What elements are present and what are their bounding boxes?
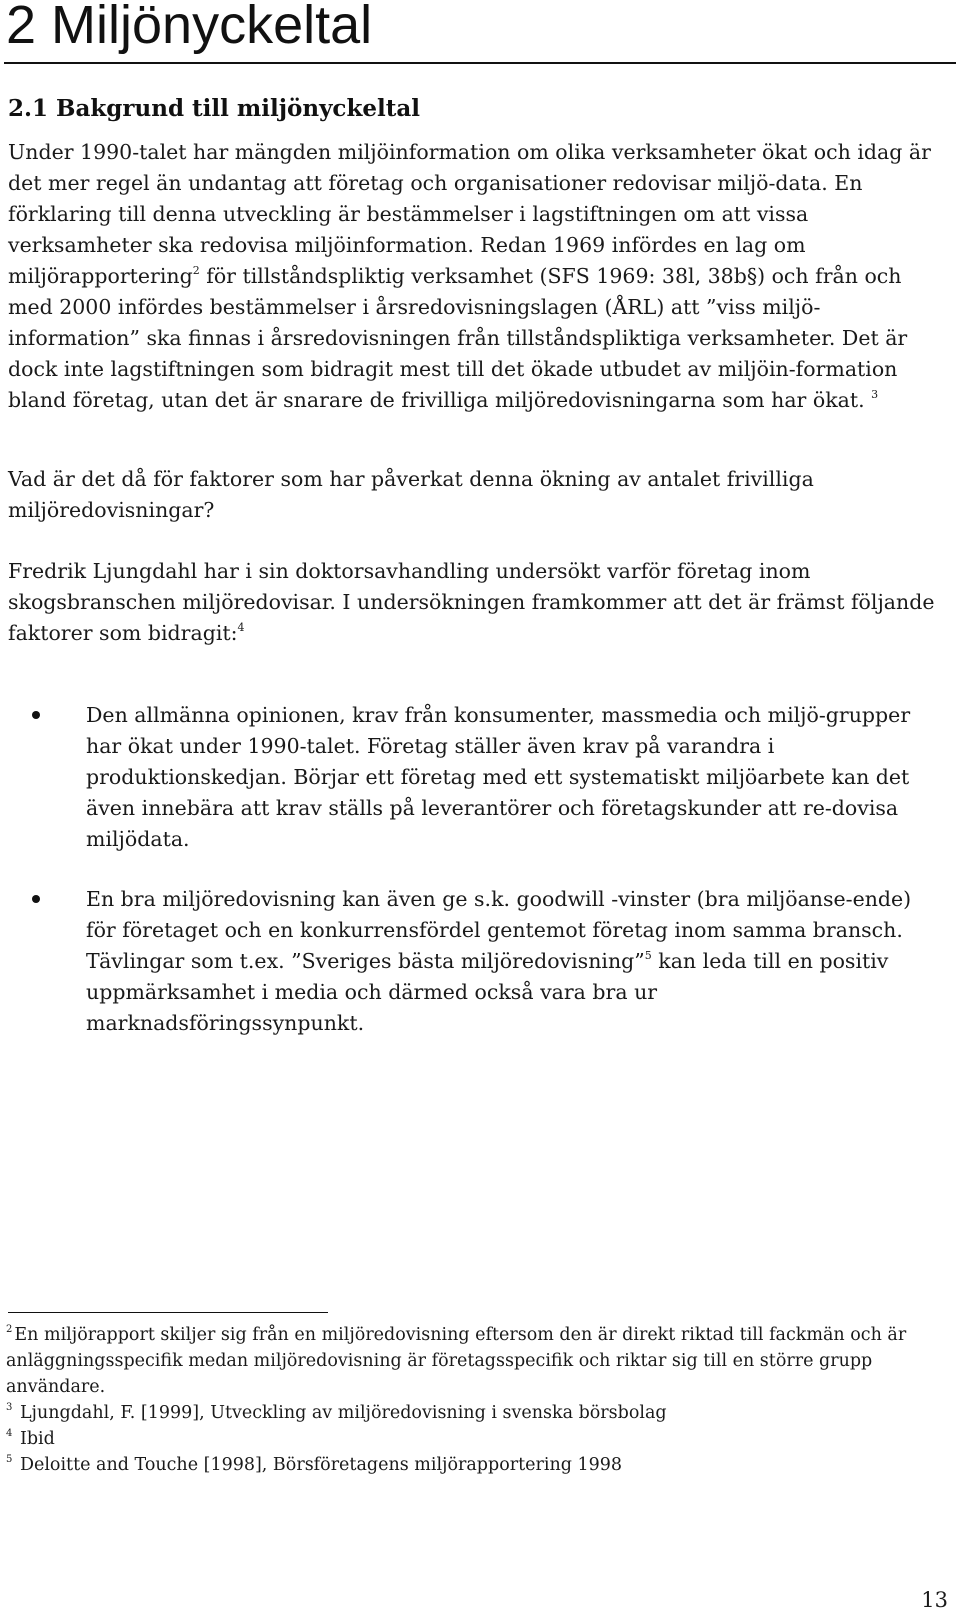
- paragraph-question: Vad är det då för faktorer som har påverkat denna ökning av antalet frivilliga miljöredovisningar?: [8, 467, 814, 522]
- list-item-text: Den allmänna opinionen, krav från konsumenter, massmedia och miljö-grupper har ökat under 1990-talet. Företag ställer även krav på varandra i produktionskedjan. Börjar ett företag med ett systematiskt miljöarbete kan det även innebära att krav ställs på leverantörer och företagskunder att re-dovisa miljödata.: [86, 703, 911, 851]
- footnote-text: Deloitte and Touche [1998], Börsföretagens miljörapportering 1998: [14, 1455, 623, 1475]
- footnote-text: Ibid: [14, 1429, 55, 1449]
- paragraph-text: för tillståndspliktig verksamhet (SFS 1969: 38l, 38b§) och från och med 2000 infördes bestämmelser i årsredovisningslagen (ÅRL) att ”viss miljö-information” ska finnas i årsredovisningen från tillståndspliktiga verksamheter. Det är dock inte lagstiftningen som bidragit mest till det ökade utbudet av miljöin-formation bland företag, utan det är snarare de frivilliga miljöredovisningarna som har ökat.: [8, 264, 908, 412]
- footnote: [6, 1400, 946, 1426]
- paragraph-text: Fredrik Ljungdahl har i sin doktorsavhandling undersökt varför företag inom skogsbranschen miljöredovisar. I undersökningen framkommer att det är främst följande faktorer som bidragit:: [8, 559, 935, 645]
- footnote-number: 5: [6, 1454, 13, 1465]
- footnote-separator: [8, 1312, 328, 1313]
- chapter-title: 2 Miljönyckeltal: [6, 0, 373, 55]
- paragraph-text: Under 1990-talet har mängden miljöinformation om olika verksamheter ökat och idag är det mer regel än undantag att företag och organisationer redovisar miljö-data. En förklaring till denna utveckling är bestämmelser i lagstiftningen om att vissa verksamheter ska redovisa miljöinformation. Redan 1969 infördes en lag om miljörapportering: [8, 140, 931, 288]
- footnote-text: Ljungdahl, F. [1999], Utveckling av miljöredovisning i svenska börsbolag: [14, 1403, 667, 1423]
- list-item-text-tail: kan leda till en positiv uppmärksamhet i media och därmed också vara bra ur marknadsföringssynpunkt.: [86, 949, 889, 1035]
- list-item-text-lead: En bra miljöredovisning kan även ge s.k. goodwill -vinster (bra miljöanse-ende) för företaget och en konkurrensfördel gentemot företag inom samma bransch. Tävlingar som t.ex. ”Sveriges bästa miljöredovisning”: [86, 887, 912, 973]
- bullet-icon: [32, 711, 40, 719]
- footnote: [6, 1322, 946, 1400]
- paragraph-background: [8, 137, 948, 416]
- footnote-number: 4: [6, 1428, 13, 1439]
- footnote-number: 3: [6, 1402, 13, 1413]
- paragraph-ljungdahl: [8, 556, 948, 649]
- section-title: 2.1 Bakgrund till miljönyckeltal: [8, 95, 421, 122]
- footnote-ref: 2: [192, 264, 200, 277]
- footnotes: [6, 1322, 946, 1478]
- footnote-ref: 3: [871, 388, 879, 401]
- footnote-number: 2: [6, 1324, 13, 1335]
- footnote-ref: 5: [644, 949, 652, 962]
- footnote-ref: 4: [237, 621, 245, 634]
- bullet-icon: [32, 895, 40, 903]
- footnote: [6, 1452, 946, 1478]
- footnote: [6, 1426, 946, 1452]
- footnote-text: En miljörapport skiljer sig från en miljöredovisning eftersom den är direkt riktad till fackmän och är anläggningsspecifik medan miljöredovisning är företagsspecifik och riktar sig till en större grupp användare.: [6, 1325, 907, 1397]
- page-number: 13: [921, 1588, 948, 1612]
- chapter-title-rule: [4, 62, 956, 64]
- list-item-text: [86, 884, 936, 1039]
